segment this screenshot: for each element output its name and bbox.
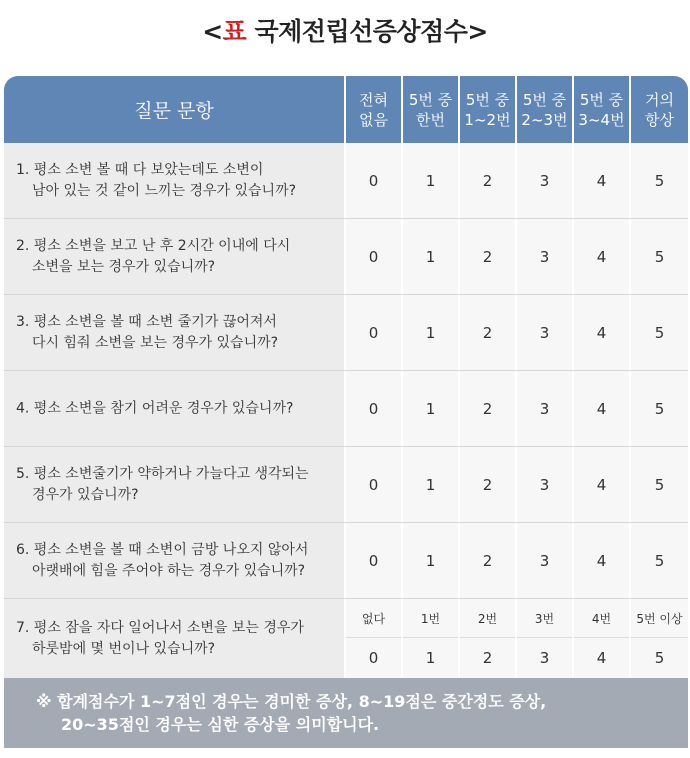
table-row (4, 143, 688, 219)
score-cell (346, 599, 401, 678)
score-value: 1 (425, 648, 436, 667)
cell-divider (346, 637, 401, 638)
question-cell (4, 599, 344, 678)
score-cell: 4 (574, 371, 629, 446)
question-line1: 7. 평소 잠을 자다 일어나서 소변을 보는 경우가 (16, 619, 304, 636)
score-cell: 0 (346, 523, 401, 598)
frequency-label: 4번 (591, 612, 612, 627)
table-row (4, 523, 688, 599)
score-cell: 5 (631, 219, 688, 294)
score-cell (631, 599, 688, 678)
score-cell: 1 (403, 143, 458, 218)
frequency-label: 없다 (361, 612, 386, 627)
title-bracket-open: < (202, 17, 223, 46)
score-cell: 0 (346, 143, 401, 218)
question-line1: 1. 평소 소변 볼 때 다 보았는데도 소변이 (16, 161, 264, 178)
score-cell: 3 (517, 143, 572, 218)
question-line1: 2. 평소 소변을 보고 난 후 2시간 이내에 다시 (16, 237, 291, 254)
title-mark: 표 (222, 17, 247, 46)
question-line2: 경우가 있습니까? (32, 486, 139, 503)
title-bracket-close: > (467, 17, 488, 46)
question-line2: 하룻밤에 몇 번이나 있습니까? (32, 640, 216, 657)
score-cell (403, 599, 458, 678)
frequency-label: 3번 (534, 612, 555, 627)
table-row (4, 295, 688, 371)
header-question: 질문 문항 (4, 76, 344, 143)
score-cell: 3 (517, 447, 572, 522)
question-cell (4, 143, 344, 218)
cell-divider (460, 637, 515, 638)
score-cell: 3 (517, 371, 572, 446)
score-cell: 2 (460, 143, 515, 218)
score-cell: 3 (517, 295, 572, 370)
score-cell (574, 599, 629, 678)
cell-divider (517, 637, 572, 638)
header-col-4: 5번 중 3~4번 (574, 76, 629, 143)
score-cell: 2 (460, 219, 515, 294)
header-col-3: 5번 중 2~3번 (517, 76, 572, 143)
score-value: 4 (596, 648, 607, 667)
score-cell: 2 (460, 447, 515, 522)
score-cell: 0 (346, 371, 401, 446)
score-value: 5 (654, 648, 665, 667)
score-cell (460, 599, 515, 678)
frequency-label: 5번 이상 (636, 612, 683, 627)
score-cell: 4 (574, 143, 629, 218)
score-cell: 1 (403, 371, 458, 446)
score-cell: 1 (403, 219, 458, 294)
question-line2: 소변을 보는 경우가 있습니까? (32, 258, 216, 275)
question-line2: 아랫배에 힘을 주어야 하는 경우가 있습니까? (32, 562, 306, 579)
frequency-label: 2번 (477, 612, 498, 627)
score-cell: 4 (574, 523, 629, 598)
question-cell (4, 447, 344, 522)
table-row (4, 447, 688, 523)
question-cell (4, 523, 344, 598)
score-cell: 5 (631, 447, 688, 522)
score-cell: 5 (631, 371, 688, 446)
score-cell: 4 (574, 447, 629, 522)
question-line1: 4. 평소 소변을 참기 어려운 경우가 있습니까? (16, 400, 294, 416)
score-cell: 1 (403, 295, 458, 370)
cell-divider (631, 637, 688, 638)
header-col-0: 전혀 없음 (346, 76, 401, 143)
note-line2: 20~35점인 경우는 심한 증상을 의미합니다. (61, 715, 380, 734)
table-row (4, 371, 688, 447)
score-note (4, 678, 688, 748)
score-cell: 4 (574, 295, 629, 370)
score-cell: 1 (403, 523, 458, 598)
score-cell: 5 (631, 523, 688, 598)
score-value: 0 (368, 648, 379, 667)
score-value: 2 (482, 648, 493, 667)
title-text: 국제전립선증상점수 (246, 17, 468, 46)
question-cell (4, 371, 344, 446)
score-cell: 0 (346, 295, 401, 370)
frequency-label: 1번 (420, 612, 441, 627)
question-line2: 남아 있는 것 같이 느끼는 경우가 있습니까? (32, 182, 297, 199)
header-col-1: 5번 중 한번 (403, 76, 458, 143)
cell-divider (574, 637, 629, 638)
score-cell: 3 (517, 219, 572, 294)
table-row (4, 219, 688, 295)
score-cell (517, 599, 572, 678)
question-cell (4, 295, 344, 370)
note-line1: ※ 합계점수가 1~7점인 경우는 경미한 증상, 8~19점은 중간정도 증상, (36, 692, 547, 711)
page-title (0, 12, 690, 48)
question-line1: 5. 평소 소변줄기가 약하거나 가늘다고 생각되는 (16, 465, 309, 482)
score-cell: 3 (517, 523, 572, 598)
score-cell: 2 (460, 523, 515, 598)
score-cell: 0 (346, 447, 401, 522)
score-cell: 2 (460, 295, 515, 370)
ipss-table (4, 76, 688, 679)
score-value: 3 (539, 648, 550, 667)
table-row-7 (4, 599, 688, 679)
score-cell: 5 (631, 143, 688, 218)
question-line1: 3. 평소 소변을 볼 때 소변 줄기가 끊어져서 (16, 313, 277, 330)
table-header (4, 76, 688, 143)
question-cell (4, 219, 344, 294)
score-cell: 0 (346, 219, 401, 294)
header-col-2: 5번 중 1~2번 (460, 76, 515, 143)
score-cell: 1 (403, 447, 458, 522)
header-col-5: 거의 항상 (631, 76, 688, 143)
score-cell: 5 (631, 295, 688, 370)
question-line1: 6. 평소 소변을 볼 때 소변이 금방 나오지 않아서 (16, 541, 309, 558)
question-line2: 다시 힘줘 소변을 보는 경우가 있습니까? (32, 334, 279, 351)
cell-divider (403, 637, 458, 638)
score-cell: 2 (460, 371, 515, 446)
score-cell: 4 (574, 219, 629, 294)
